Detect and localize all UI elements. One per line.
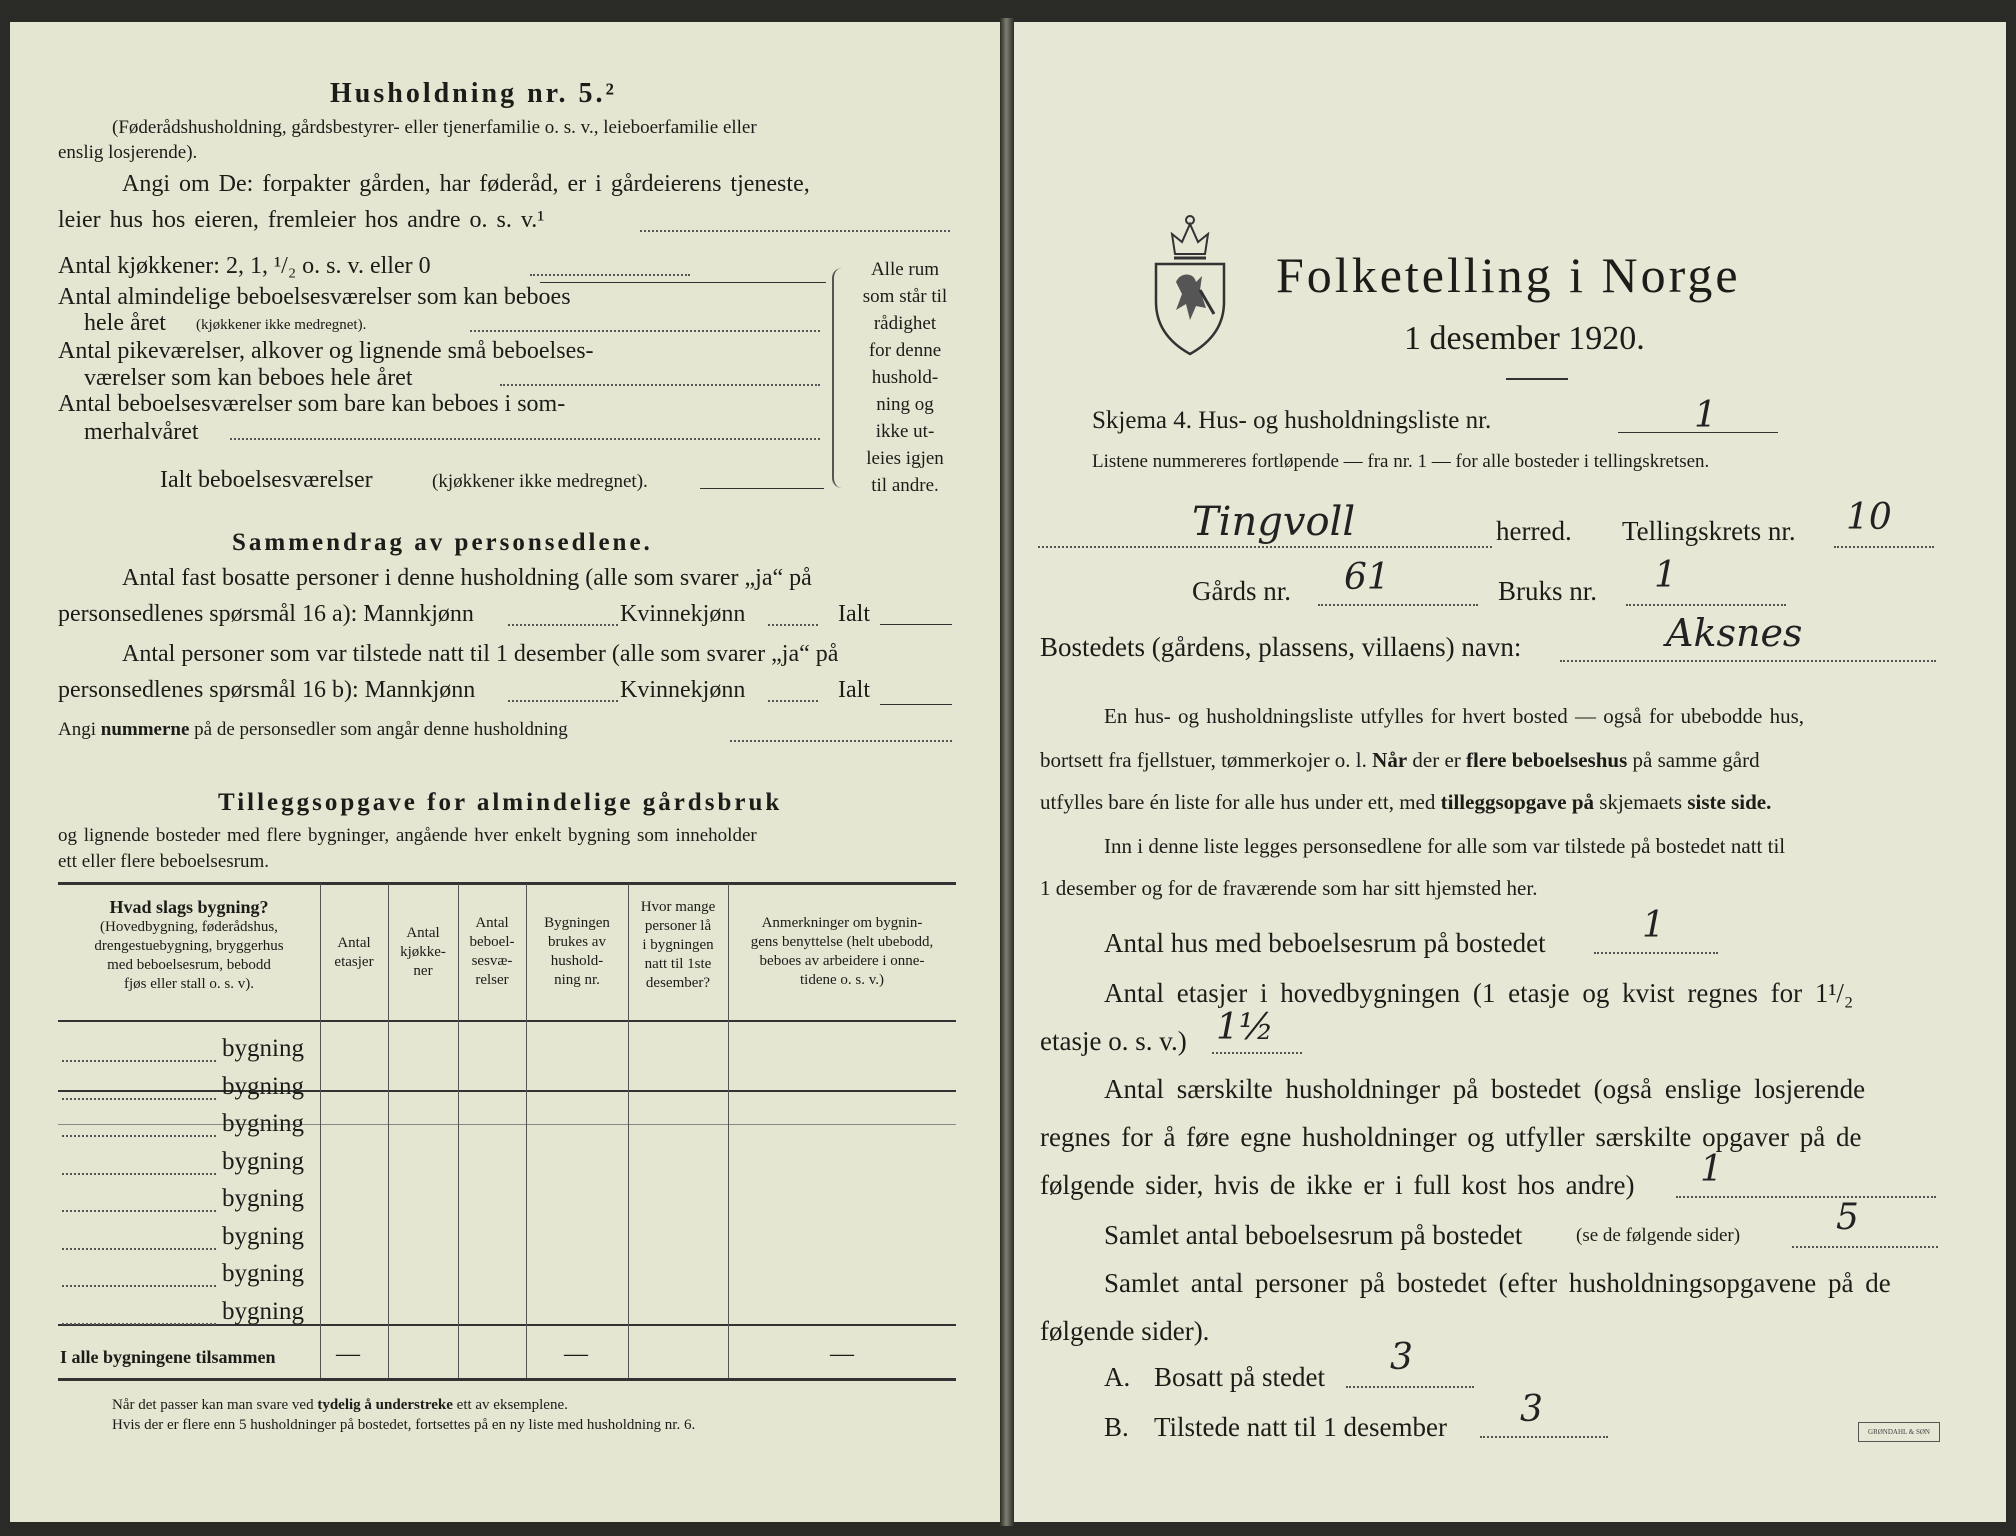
angi-fill-line — [640, 230, 950, 232]
para1-l2-pre: bortsett fra fjellstuer, tømmerkojer o. l. — [1040, 748, 1367, 772]
para1-l2-bold-2: flere beboelseshus — [1466, 748, 1628, 772]
bosted-value: Aksnes — [1666, 611, 1803, 655]
table-row-fill-line — [62, 1098, 216, 1100]
hus-line — [1594, 952, 1718, 954]
total-dash-anmerkninger: — — [830, 1341, 854, 1367]
summary-2-line-1: Antal personer som var tilstede natt til 1 desember (alle som svarer „ja“ på — [122, 641, 839, 667]
etasjer-line-2: etasje o. s. v.) — [1040, 1026, 1187, 1056]
alm-fill — [470, 330, 820, 332]
table-row-bygning-label: bygning — [222, 1072, 304, 1100]
col6-header-line-4: natt til 1ste — [644, 956, 712, 972]
kjokkener-label: Antal kjøkkener: 2, 1, ¹/₂ o. s. v. eller 0 — [58, 253, 431, 279]
col5-header-line-2: brukes av — [548, 934, 606, 950]
col6-header-line-1: Hvor mange — [640, 899, 716, 915]
angi-nummerne — [58, 720, 568, 739]
page-fold — [1000, 18, 1014, 1526]
para1-l2-post: på samme gård — [1632, 748, 1760, 772]
table-col-sep-3 — [458, 884, 459, 1378]
para1-l2-bold-1: Når — [1372, 748, 1408, 772]
angi-rest: på de personsedler som angår denne husholdning — [194, 719, 568, 740]
col1-subtitle — [60, 918, 318, 994]
brace-note-line-6: ning og — [876, 394, 934, 415]
col7-header-line-1: Anmerkninger om bygnin- — [761, 915, 923, 931]
bosatt-line — [1346, 1386, 1474, 1388]
col1-header — [60, 896, 318, 994]
footnote-1-bold: tydelig å understreke — [317, 1397, 453, 1413]
table-row-bygning-label: bygning — [222, 1147, 304, 1175]
sommer-line-1: Antal beboelsesværelser som bare kan beboes i som- — [58, 391, 566, 417]
kjokkener-dots — [530, 274, 690, 276]
pike-line-2: værelser som kan beboes hele året — [84, 365, 413, 391]
para1-l3-bold-2: siste side. — [1687, 790, 1772, 814]
table-row-bygning-label: bygning — [222, 1260, 304, 1287]
table-header-rule — [58, 1020, 956, 1022]
angi-line-1: Angi om De: forpakter gården, har føderåd, er i gårdeierens tjeneste, — [122, 171, 810, 197]
husholdninger-value: 1 — [1700, 1149, 1723, 1190]
col6-header-line-5: desember? — [645, 975, 711, 991]
total-dash-husholdning: — — [564, 1341, 588, 1367]
tellingskrets-value: 10 — [1846, 497, 1892, 538]
rom-label: Samlet antal beboelsesrum på bostedet — [1104, 1220, 1523, 1250]
summary-title: Sammendrag av personsedlene. — [232, 529, 653, 556]
table-row-bygning-label: bygning — [222, 1222, 304, 1250]
ialt-2-fill — [880, 704, 952, 705]
bruks-line — [1626, 604, 1786, 606]
para1-l3-mid: skjemaets — [1599, 790, 1683, 814]
title-underline — [1506, 378, 1568, 380]
brace-note-line-3: rådighet — [873, 313, 937, 334]
kvinne-2-fill — [768, 700, 818, 702]
col3-header-line-1: Antal — [406, 925, 440, 941]
printer-stamp: GRØNDAHL & SØN — [1858, 1422, 1940, 1442]
herred-line — [1038, 546, 1492, 548]
table-row-fill-line — [62, 1173, 216, 1175]
brace-note-line-5: hushold- — [871, 367, 939, 388]
total-dash-etasjer: — — [336, 1341, 360, 1367]
para1-line-3 — [1040, 792, 1771, 813]
col1-title: Hvad slags bygning? — [109, 897, 269, 917]
intro-line-1: (Føderådshusholdning, gårdsbestyrer- eller tjenerfamilie o. s. v., leieboerfamilie eller — [112, 117, 757, 138]
table-bottom-rule — [58, 1378, 956, 1381]
husholdninger-line-2: regnes for å føre egne husholdninger og utfyller særskilte opgaver på de — [1040, 1122, 1862, 1152]
tilstede-letter: B. — [1104, 1412, 1129, 1442]
footnote-2: Hvis der er flere enn 5 husholdninger på bostedet, fortsettes på en ny liste med husholdning nr. 6. — [112, 1417, 696, 1433]
tellingskrets-line — [1834, 546, 1934, 548]
herred-label: herred. — [1496, 516, 1572, 546]
col5-header-line-4: ning nr. — [554, 972, 600, 988]
brace-note-line-2: som står til — [862, 286, 948, 307]
summary-2-line-2: personsedlenes spørsmål 16 b): Mannkjønn — [58, 677, 476, 703]
hus-value: 1 — [1642, 905, 1665, 946]
table-row-bygning-label: bygning — [222, 1110, 304, 1137]
bruks-value: 1 — [1654, 555, 1677, 596]
para1-l3-pre: utfylles bare én liste for alle hus under ett, med — [1040, 790, 1436, 814]
col4-header — [460, 914, 524, 990]
skjema-nr-value: 1 — [1694, 395, 1717, 436]
tilstede-label: Tilstede natt til 1 desember — [1154, 1412, 1447, 1442]
listene-note: Listene nummereres fortløpende — fra nr. 1 — for alle bosteder i tellingskretsen. — [1092, 451, 1710, 472]
col7-header — [730, 914, 954, 990]
para1-l3-bold-1: tilleggsopgave på — [1440, 790, 1595, 814]
col6-header — [630, 898, 726, 993]
table-col-sep-4 — [526, 884, 527, 1378]
angi-word: Angi — [58, 719, 96, 740]
footnote-1-pre: Når det passer kan man svare ved — [112, 1397, 314, 1413]
angi-nummerne-fill — [730, 740, 952, 742]
para2-line-1: Inn i denne liste legges personsedlene for alle som var tilstede på bostedet natt til — [1104, 834, 1786, 858]
bosatt-label: Bosatt på stedet — [1154, 1362, 1325, 1392]
alm-note: (kjøkkener ikke medregnet). — [196, 317, 367, 333]
table-row-rule-2 — [58, 1124, 956, 1125]
coat-of-arms-icon — [1150, 210, 1230, 360]
bruks-label: Bruks nr. — [1498, 576, 1598, 606]
brace — [832, 268, 846, 488]
summary-1-line-2: personsedlenes spørsmål 16 a): Mannkjønn — [58, 601, 474, 627]
table-col-sep-1 — [320, 884, 321, 1378]
gards-line — [1318, 604, 1478, 606]
kjokkener-value-line — [540, 282, 826, 283]
table-row-fill-line — [62, 1285, 216, 1287]
gards-label: Gårds nr. — [1192, 576, 1291, 606]
tellingskrets-label: Tellingskrets nr. — [1622, 516, 1796, 546]
husholdninger-line-3: følgende sider, hvis de ikke er i full kost hos andre) — [1040, 1170, 1635, 1200]
table-row-fill-line — [62, 1323, 216, 1325]
husholdninger-line — [1676, 1196, 1936, 1198]
pike-line-1: Antal pikeværelser, alkover og lignende små beboelses- — [58, 338, 594, 364]
personer-line-1: Samlet antal personer på bostedet (efter husholdningsopgavene på de — [1104, 1268, 1891, 1298]
col2-header — [322, 934, 386, 972]
brace-note-line-1: Alle rum — [870, 259, 940, 280]
col7-header-line-2: gens benyttelse (helt ubebodd, — [750, 934, 934, 950]
col4-header-line-4: relser — [475, 972, 509, 988]
herred-value: Tingvoll — [1192, 499, 1356, 545]
rom-value: 5 — [1836, 1197, 1859, 1238]
husholdninger-line-1: Antal særskilte husholdninger på bostedet (også enslige losjerende — [1104, 1074, 1866, 1104]
footnote-1 — [112, 1398, 568, 1413]
bosted-label: Bostedets (gårdens, plassens, villaens) navn: — [1040, 632, 1522, 662]
col1-subtitle-line-1: (Hovedbygning, føderådshus, — [100, 919, 278, 935]
tillegg-line-2: ett eller flere beboelsesrum. — [58, 851, 270, 872]
tilstede-line — [1480, 1436, 1608, 1438]
pike-fill — [500, 384, 820, 386]
hus-label: Antal hus med beboelsesrum på bostedet — [1104, 928, 1546, 958]
kvinne-2-label: Kvinnekjønn — [620, 677, 746, 703]
sommer-line-2: merhalvåret — [84, 419, 199, 445]
table-row-bygning-label: bygning — [222, 1035, 304, 1062]
total-label: I alle bygningene tilsammen — [60, 1347, 276, 1367]
col1-subtitle-line-2: drengestuebygning, bryggerhus — [94, 938, 284, 954]
col6-header-line-3: i bygningen — [642, 937, 714, 953]
col7-header-line-4: tidene o. s. v.) — [799, 972, 884, 988]
table-row-bygning-label: bygning — [222, 1185, 304, 1212]
table-row-bygning-label: bygning — [222, 1297, 304, 1325]
col2-header-line-1: Antal — [337, 935, 371, 951]
col5-header-line-3: hushold- — [550, 953, 604, 969]
etasjer-line-1: Antal etasjer i hovedbygningen (1 etasje og kvist regnes for 1¹/₂ — [1104, 978, 1854, 1008]
ialt-note: (kjøkkener ikke medregnet). — [432, 471, 648, 492]
kvinne-1-fill — [768, 624, 818, 626]
bosatt-value: 3 — [1390, 1337, 1413, 1378]
table-row-fill-line — [62, 1135, 216, 1137]
col4-header-line-1: Antal — [475, 915, 509, 931]
tillegg-line-1: og lignende bosteder med flere bygninger, angående hver enkelt bygning som inneholder — [58, 825, 757, 846]
personer-line-2: følgende sider). — [1040, 1316, 1210, 1346]
col3-header-line-3: ner — [413, 963, 433, 979]
alm-line-2: hele året — [84, 310, 166, 336]
ialt-value-line — [700, 488, 824, 489]
angi-line-2: leier hus hos eieren, fremleier hos andre o. s. v.¹ — [58, 207, 545, 233]
summary-1-line-1: Antal fast bosatte personer i denne husholdning (alle som svarer „ja“ på — [122, 565, 812, 591]
col2-header-line-2: etasjer — [334, 954, 374, 970]
col5-header-line-1: Bygningen — [544, 915, 610, 931]
sommer-fill — [230, 438, 820, 440]
nummerne-word: nummerne — [100, 719, 190, 740]
brace-note-line-8: leies igjen — [866, 448, 944, 469]
para1-line-1: En hus- og husholdningsliste utfylles for hvert bosted — også for ubebodde hus, — [1104, 704, 1804, 728]
ialt-1-fill — [880, 624, 952, 625]
table-col-sep-2 — [388, 884, 389, 1378]
col4-header-line-3: sesvæ- — [471, 953, 513, 969]
bosted-line — [1560, 660, 1936, 662]
mann-2-fill — [508, 700, 618, 702]
left-page — [10, 22, 1002, 1522]
table-row-fill-line — [62, 1210, 216, 1212]
col3-header — [390, 924, 456, 981]
para2-line-2: 1 desember og for de fraværende som har sitt hjemsted her. — [1040, 876, 1538, 900]
table-col-sep-5 — [628, 884, 629, 1378]
etasjer-line — [1212, 1052, 1302, 1054]
para1-line-2 — [1040, 750, 1760, 771]
brace-note-line-4: for denne — [868, 340, 942, 361]
tilstede-value: 3 — [1520, 1389, 1543, 1430]
mann-1-fill — [508, 624, 618, 626]
ialt-label: Ialt beboelsesværelser — [160, 467, 373, 493]
alm-line-1: Antal almindelige beboelsesværelser som kan beboes — [58, 284, 571, 310]
brace-note-line-9: til andre. — [871, 475, 939, 496]
table-top-rule — [58, 882, 956, 885]
col1-subtitle-line-3: med beboelsesrum, bebodd — [107, 957, 271, 973]
tillegg-title: Tilleggsopgave for almindelige gårdsbruk — [218, 789, 783, 816]
rom-note: (se de følgende sider) — [1576, 1225, 1741, 1246]
footnote-1-post: ett av eksemplene. — [456, 1397, 568, 1413]
ialt-1-label: Ialt — [838, 601, 870, 627]
ialt-2-label: Ialt — [838, 677, 870, 703]
household-title: Husholdning nr. 5.² — [330, 78, 617, 109]
col5-header — [528, 914, 626, 990]
col4-header-line-2: beboel- — [469, 934, 515, 950]
rom-line — [1792, 1246, 1938, 1248]
col1-subtitle-line-4: fjøs eller stall o. s. v). — [124, 976, 254, 992]
brace-note — [850, 256, 960, 499]
table-row-fill-line — [62, 1060, 216, 1062]
census-title: Folketelling i Norge — [1276, 247, 1741, 303]
etasjer-value: 1½ — [1216, 1007, 1274, 1048]
table-col-sep-6 — [728, 884, 729, 1378]
table-row-fill-line — [62, 1248, 216, 1250]
census-date: 1 desember 1920. — [1404, 320, 1645, 357]
skjema-label: Skjema 4. Hus- og husholdningsliste nr. — [1092, 407, 1492, 434]
intro-line-2: enslig losjerende). — [58, 142, 198, 163]
para1-l2-mid: der er — [1412, 748, 1461, 772]
gards-value: 61 — [1344, 557, 1390, 598]
table-row-rule-1 — [58, 1090, 956, 1092]
col6-header-line-2: personer lå — [644, 918, 712, 934]
col3-header-line-2: kjøkke- — [400, 944, 446, 960]
brace-note-line-7: ikke ut- — [875, 421, 935, 442]
col7-header-line-3: beboes av arbeidere i onne- — [759, 953, 925, 969]
kvinne-1-label: Kvinnekjønn — [620, 601, 746, 627]
bosatt-letter: A. — [1104, 1362, 1131, 1392]
